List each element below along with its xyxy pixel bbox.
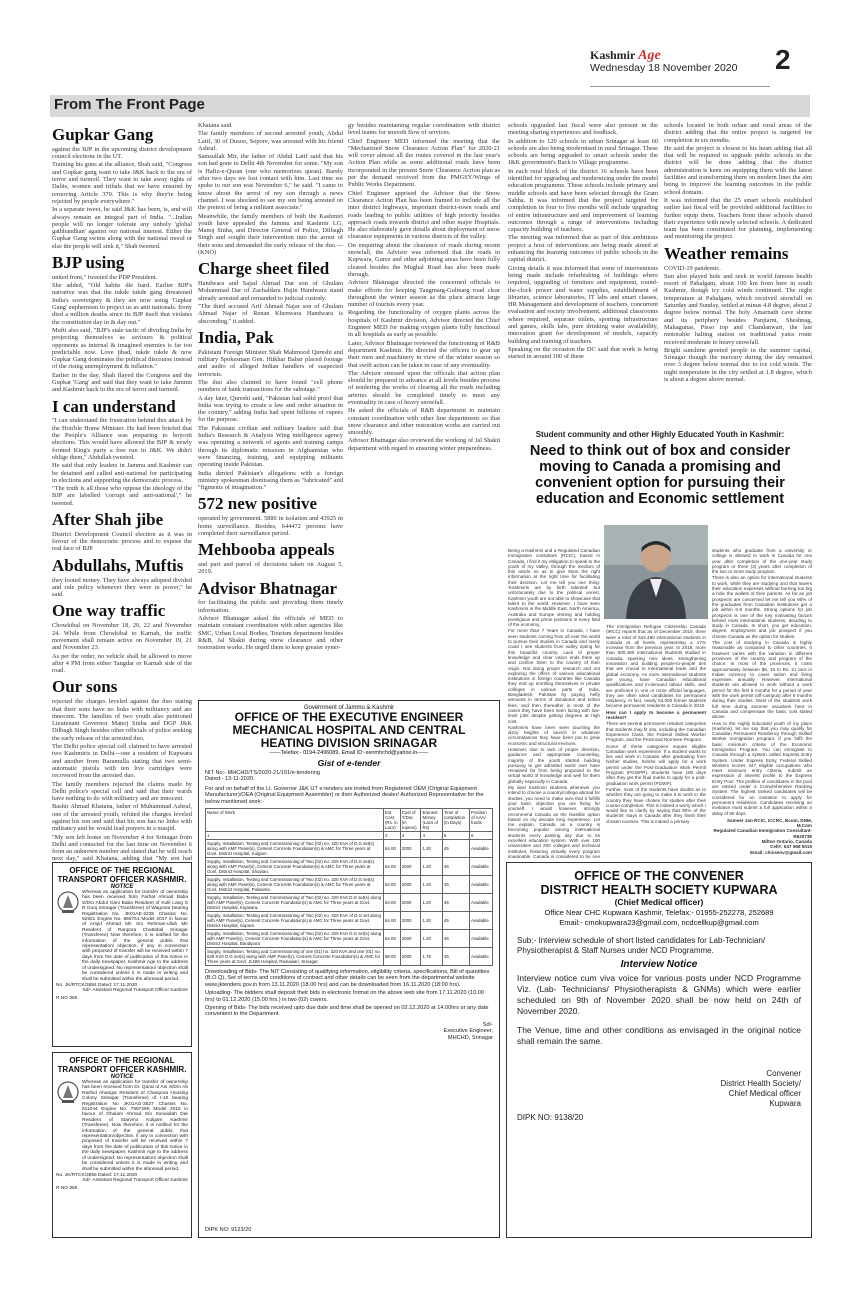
headline-mehbooba: Mehbooba appeals <box>198 540 335 560</box>
paragraph: The Advisor stressed upon the officials that action plan should be prepared in advance at all levels besides process of tendering the works of clearing all the roads including arteries should be completed timely to meet any eventuality in case of heavy snowfall. <box>348 369 500 406</box>
table-cell: Supply, Installation, Testing and Commissioning of Two (02) no. 320 KVA of D.G set(s) along with AMF Panel(s), Cement Concrete Foundation(s) & AMC for Three years at Govt. District Hospital, Kulgam. <box>206 840 384 858</box>
headline-bjp: BJP using <box>52 253 125 272</box>
convener-body: Interview notice cum viva voice for various posts under NCD Programme Viz. (Lab- Technicians/ Physiotherapists & GNMs) which were earlier scheduled on 9th of November 2020 shall be now held on 24th of November 2020. <box>517 973 801 1016</box>
convener-body-2: The Venue, time and other conditions as envisaged in the original notice shall remain the same. <box>517 1025 801 1046</box>
paragraph: against the BJP in the upcoming district development council elections in the UT. <box>52 145 192 161</box>
headline-572-positive: 572 new positive <box>198 494 317 514</box>
notice-sign: Sd/- Assistant Regional Transport Officer Kashmir <box>82 1178 188 1184</box>
section-title: From The Front Page <box>54 96 205 113</box>
masthead <box>590 44 810 88</box>
table-cell: 1.20 <box>421 930 442 948</box>
table-cell: 45 <box>442 948 469 966</box>
paragraph: There is also an option for international students to work, while they are studying and that lowers their education expenses without burning too big a hole the wallets of their parents. As far as job prospects are concerned let me tell you 90% of the graduates from Canadian institutions get a job within 6-8 months. Strong options for job prospects is one of the key motivating factors behind most international students, deciding to study in Canada. In short, you get education, degree, employment and job prospect if you choose Canada as the option for studies. <box>712 575 812 639</box>
paragraph: Earlier in the day, Shah flayed the Congress and the Gupkar 'Gang' and said that they want to take Jammu and Kashmir back to the era of terror and turmoil. <box>52 371 192 394</box>
newspaper-logo: Kashmir Age <box>590 48 661 63</box>
paragraph: Samsullah Mir, the father of Abdul Latif said that his son had gone to Delhi 4th November for some. "My son is Hafiz-e-Quran (one who memorizes quran). Barely after two days we lost contact with him. Last time we spoke to our son was November 6," he said. "I came to know about the arrest of my son through a news channel. I was shocked to see my son being arrested on the pretext of being a militant associate." <box>198 153 343 212</box>
notice-rno: R.NO 365 <box>56 1185 78 1191</box>
notice-subtitle: NOTICE <box>110 884 134 890</box>
paragraph: The meeting was informed that as part of this ambitious project a host of interventions are being made aimed at enhancing the learning outcomes of public schools in the capital district. <box>508 234 658 264</box>
paragraph: Mufti also said, "BJP's stale tactic of dividing India by projecting themselves as saviours & political opponents as internal & imagined enemies is far too predictable now. Love jihad, tukde tukde & now Gupkar Gang dominates the political discourse instead of the rising unemployment & inflation." <box>52 326 192 371</box>
notice-ref: No. JK/RTCK/3855 Dated: 17.11.2020 <box>56 1172 138 1178</box>
masthead-rule <box>590 86 770 87</box>
convener-signature <box>517 1069 801 1109</box>
paragraph: Chief Engineer apprised the Advisor that the Snow Clearance Action Plan has been framed to include all the inter district highways, important district-town roads and roads leading to public utilities of high priority besides approach roads towards district and other major Hospitals. He also elaborately gave details about deployment of snow clearance equipments in various districts of the valley. <box>348 189 500 241</box>
paragraph: My dear Kashmiri students whenever you intend to choose a country/college abroad for studies, you need to make sure that it fulfills your basic objective you are fixing for yourself. I would however, strongly recommend Canada as the feasible option based on my decade long experience. Let me explain, Canada as a country is becoming popular among international students every passing day due to its excellent education system. With over 100 universities and 200 colleges and technical institutes, featuring virtually every program imaginable. Canada is considered to be one <box>508 785 600 858</box>
headline-charge-sheet: Charge sheet filed <box>198 259 330 279</box>
convener-notice <box>506 862 812 1238</box>
paragraph: Handwara and Sajad Ahmad Dar son of Ghulam Mohammad Dar of Zachaldara Hajin Handwara stand already arrested and remanded to judicial custody. <box>198 280 343 302</box>
table-cell: 2000 <box>400 876 421 894</box>
paragraph: The family members of second arrested youth, Abdul Latif, 30 of Dusoo, Sopore, was arrested with his friend Ashraf. <box>198 130 343 152</box>
table-cell: 88.00 <box>383 948 400 966</box>
headline-traffic: One way traffic <box>52 601 166 621</box>
sign-line: Executive Engineer, <box>443 1028 493 1035</box>
table-header: Name of Work <box>206 809 384 832</box>
author-location: Milton Ontario, Canada <box>761 839 812 845</box>
paragraph: schools located in both urban and rural areas of the district adding that the entire project is targeted for completion in six months. <box>664 122 812 144</box>
table-cell: 45 <box>442 894 469 912</box>
tender-subtitle: Gist of e-tender <box>317 758 381 768</box>
paragraph: Meanwhile, the family members of both the Kashmiri youth have appealed the Jammu and Kashmir LG, Manoj Sinha, and Director General of Police, Dilbagh Singh and sought their intervention into the arrest of their sons and demanded the early release of the duo.— (KNO) <box>198 212 343 257</box>
paragraph: The cost of studying in Canada is highly reasonable as compared to other countries. It however varies with the variation in different provinces of the country and program of the choice. In most of the provinces, it costs approximately between $8, 15 to Rs. 21 lacs in Indian currency to cover tuition and living expenses annually. However, international students are allowed to work without a work permit for the first 6 months for a period of year with the work permit (off-campus) after 6 months during their studies. Most of the students work full time during summer vacations here in Canada and compensate the basic cost stated above. <box>712 640 812 720</box>
paragraph: In addition to 120 schools in urban Srinagar at least 60 schools are also being modernised in rural Srinagar. These schools are being upgraded to smart schools under the J&K government's Back to Village programme. <box>508 137 658 167</box>
subheading: How can I apply to become a permanent resident? <box>606 709 706 721</box>
notice-title: OFFICE OF THE REGIONAL <box>69 1056 175 1065</box>
column-1 <box>52 122 192 862</box>
emblem-icon <box>56 1080 80 1106</box>
table-cell: Available <box>470 876 493 894</box>
table-cell: 1.20 <box>421 876 442 894</box>
table-cell: 2000 <box>400 858 421 876</box>
paragraph: Speaking on the occasion the DC said that work is being started in around 100 of these <box>508 345 658 361</box>
table-cell: 1.20 <box>421 858 442 876</box>
table-cell: 2 <box>383 832 400 840</box>
paragraph: There are several permanent resident categories that students may fit into, including the Canadian Experience Class, the Federal Skilled Worker Program, and the Provincial Nominee Program. <box>606 721 706 743</box>
paragraph: A day later, Qureshi said, "Pakistan had solid proof that India was trying to create a law and order situation in the country," adding India had spent billions of rupees for the purpose. <box>198 394 343 424</box>
paragraph: Kashmiris have been seen touching the dizzy heights of launch in whatever circumstances they have been put to grow economic and structural environs. <box>508 724 600 746</box>
feature-col-2 <box>606 624 706 859</box>
paragraph: Khatana said. <box>198 122 233 129</box>
paragraph: It was informed that the 25 smart schools established earlier last fiscal will be provided additional facilities to further equip them. Teachers from these schools shared their experience with newly selected schools. A dedicated team has been constituted for planning, implementing and monitoring the project. <box>664 196 812 241</box>
paragraph: In a separate tweet, he said J&K has been, is, and will always remain an integral part of India. "...Indian people will no longer tolerate any unholy 'global gathbandhan' against our national interest. Either the Gupkar Gang swims along with the national mood or else the people will sink it," Shah tweeted. <box>52 206 192 250</box>
table-cell: Supply, Installation, Testing and Commissioning of Two (02) no. 320 KVA D.G set(s) along with AMF Panel(s), Cement Concrete Foundation(s) & AMC for Three years at Govt. District Hospital, Bandipora <box>206 930 384 948</box>
headline-our-sons: Our sons <box>52 677 118 697</box>
column-4 <box>508 122 658 422</box>
notice-subtitle: NOTICE <box>110 1074 134 1080</box>
tender-title-1: OFFICE OF THE EXECUTIVE ENGINEER <box>234 710 464 724</box>
paragraph: for facilitating the public and providing them timely information. <box>198 599 343 614</box>
paragraph: Some of these categories require eligible Canadian work experience. If a student wants to live and work in Canada after graduating from his/her studies, he/she will apply for a work permit under the Post-Graduation Work Permit Program (PGWPP). Students have 180 days after they get the final marks to apply for a post-graduation work permit (PGWP). <box>606 743 706 786</box>
sign-line: Sd/- <box>482 1021 493 1028</box>
feature-col-3 <box>712 548 812 858</box>
notice-body: Whereas an application for transfer of ownership has been received from Dr. Qurat ul Ain S/D/o Ab Rashid Ahangar Resident of Chanpora Housing Colony Srinagar (Transferee) of I-10 bearing Registration No JK01AG-2827 Chassis No. 811044 Engine No. 799728K Model 2018 in favour of Ghulam Ahmad S/o Sonaullah Dar Resident of Starvino Kulgam Kashmir (Transferee). Now therefore, it is notified for the information of the general public that representation/objection, if any in connection with proposed of transfer will be received within 7 days from the date of publication of this notice in the daily newspaper, Kashmir Age to the address of undersigned. No representation/ objection shall be considered unless it is made in writing and shall be submitted within the aforesaid period. <box>82 1080 188 1172</box>
tender-title-3: HEATING DIVISION SRINAGAR <box>260 736 438 750</box>
paragraph: India denied Pakistan's allegations with a foreign ministry spokesman dismissing them as "fabricated" and "figments of imagination." <box>198 469 343 492</box>
headline-advisor: Advisor Bhatnagar <box>198 578 338 598</box>
tender-opening-info: Opening of Bids- The bids received upto due date and time shall be opened on 02.12.2020 at 14.00hrs or any date convenient to the Department. <box>205 1005 489 1018</box>
section-banner <box>50 95 810 117</box>
author-email: Email: chissenv@gmail.com <box>750 849 812 855</box>
paragraph: and part and parcel of decisions taken on August 5, 2019. <box>198 561 343 576</box>
sign-line: Convener <box>766 1069 801 1078</box>
paragraph: schools upgraded last fiscal were also present in the meeting sharing experiences and feedback. <box>508 122 658 137</box>
table-cell: 64.00 <box>383 912 400 930</box>
paragraph: "My son left home on November 4 for Srinagar from Delhi and contacted for the last time on November 6 from an unknown number and stated that he will reach next day," said Khatana, adding that "My son had <box>52 833 192 862</box>
person-portrait-icon <box>604 525 708 619</box>
tender-nit: NIT No:- MHCHD/TS/2020-21/191/e-tendering <box>205 770 320 776</box>
paragraph: Advisor Bhatnagar also reviewed the working of Jal Shakti department with regard to ensuring winter preparedness. <box>348 437 500 452</box>
issue-date: Wednesday 18 November 2020 <box>590 62 738 74</box>
notice-ref: No. JK/RTCK/3884 Dated: 17.11.2020 <box>56 982 138 988</box>
paragraph: As per the order, no vehicle shall be allowed to move after 4 PM from either Tangdar or Karnah side of the road. <box>52 652 192 675</box>
headline-india-pak: India, Pak <box>198 327 274 347</box>
sign-line: MHCHD, Srinagar <box>447 1034 493 1041</box>
table-cell: Supply, Installation, Testing and Commissioning of Two (02) no. 320 KVA of D.G set(s) along with AMF Panel(s), Cement Concrete Foundation(s) & AMC for Three years at Govt. District Hospital, Shopian. <box>206 858 384 876</box>
convener-email: Email:- cmokupwara23@gmail.com, ncdcellkup@gmail.com <box>559 918 759 927</box>
table-cell: Supply, Installation, Testing and Commissioning of Two (02) no. 320 KVA D.G set(s) along with AMF Panel(s), Cement Concrete Foundation(s) & AMC for Three years at Govt. District Hospital, Kupwara. <box>206 894 384 912</box>
paragraph: "The third accused Arif Ahmad Najar son of Ghulam Ahmad Najar of Renan Khenwara Handwara is absconding," it added. <box>198 303 343 325</box>
column-2 <box>198 122 343 694</box>
headline-understand: I can understand <box>52 396 176 416</box>
table-row <box>206 894 493 912</box>
table-cell: Available <box>470 840 493 858</box>
table-cell: 64.00 <box>383 858 400 876</box>
headline-weather: Weather remains <box>664 243 789 263</box>
sign-line: Chief Medical officer <box>728 1089 801 1098</box>
paragraph: Chief Engineer MED informed the meeting that the "Mechanized Snow Clearance Action Plan" for 2020-21 will cover almost all the routes covered in the last year's Action Plan while as some additional roads have been incorporated in the present Snow Clearance Action plan as per the demand received from the PMGSY/Wings of Public Works Department. <box>348 137 500 189</box>
author-title: Regulated Canadian Immigration Consultant- R520739 <box>713 828 812 839</box>
table-cell: 2000 <box>400 894 421 912</box>
table-header: Earnest Money (Lacs of Rs) <box>421 809 442 832</box>
table-cell: 1.20 <box>421 912 442 930</box>
paragraph: Giving details it was informed that some of interventions being made include refurbishing of buildings where required, upgrading of furniture and equipment, round-the-clock power and water supplies, establishment of libraries, science laboratories, IT labs and smart classes, HR Management and development of teachers, concurrent evaluation and society involvement, additional classrooms where required, separate toilets, sporting infrastructure and games, skills labs, pure drinking water availability, innovation grant for development of models, capacity building and training of teachers. <box>508 264 658 345</box>
table-cell: 45 <box>442 840 469 858</box>
convener-subject: Sub:- Interview schedule of short listed candidates for Lab-Technician/ Physiotherapist & Staff Nurses under NCD Programme. <box>517 936 766 955</box>
notice-rno: R.NO 365 <box>56 995 78 1001</box>
paragraph: "The truth is all those who oppose the ideology of the BJP are labelled 'corrupt and anti-national'," he tweeted. <box>52 485 192 507</box>
paragraph: Bashir Ahmad Khatana, father of Muhammad Ashraf, one of the arrested youth, refuted the charges leveled against his son and said that his son has no links with militancy and he would lead prayers in a masjid. <box>52 803 192 833</box>
table-cell: 45 <box>442 912 469 930</box>
column-5 <box>664 122 812 422</box>
headline-shah-jibe: After Shah jibe <box>52 510 164 529</box>
table-header: Position of AAA/ funds <box>470 809 493 832</box>
table-header: Est. Cost (Rs. in Lacs) <box>383 809 400 832</box>
feature-headline: Need to think out of box and consider moving to Canada a promising and convenient option for pursuing their education and Economic settlement <box>529 443 791 507</box>
sign-line: District Health Society/ <box>720 1079 801 1088</box>
tender-date: Dated:- 13-11-2020. <box>205 776 255 783</box>
paragraph: Bright sunshine greeted people in the summer capital, Srinagar though the mercury during the day remained over 3 degree below normal due to ice cold winds. The night temperature in the city settled at 1.8 degree, which is about a degree above normal. <box>664 346 812 384</box>
paragraph: "I can understand the frustration behind this attack by the Hon'ble Home Minister. He had been briefed that the People's Alliance was preparing to boycott elections. This would have allowed the BJP & newly formed King's party a free run in J&K. We didn't oblige them," Abdullah tweeted. <box>52 417 192 461</box>
table-cell: 2000 <box>400 912 421 930</box>
table-cell: 1 <box>206 832 384 840</box>
tender-download-info: Downloading of Bids- The NIT Consisting of qualifying information, eligibility criteria, specifications, Bill of quantities (B.O.Q), Set of terms and conditions of contract and other details can be seen from the departmental website www.jktenders.gov.in from 13.11.2020 (18.00 hrs) and can be downloaded from 16.11.2020 (18:00 hrs). <box>205 969 490 988</box>
table-cell: 1.20 <box>421 894 442 912</box>
table-cell: 3 <box>400 832 421 840</box>
sign-line: Kupwara <box>769 1099 801 1108</box>
paragraph: District Development Council election as it was in favour of the democratic process and to expose the real face of BJP. <box>52 530 192 553</box>
convener-dipk-no: DIPK NO: 9138/20 <box>517 1113 584 1122</box>
author-signature <box>712 818 812 855</box>
paragraph: He asked the officials of R&B department to maintain constant coordination with other line departments so that snow clearance and other restoration works are carried out smoothly. <box>348 407 500 437</box>
author-photo <box>604 525 708 619</box>
paragraph: operated by government. 5880 in isolation and 43925 in home surveillance. Besides, 644472 persons have completed their surveillance period. <box>198 515 343 537</box>
tender-signature <box>205 1022 493 1041</box>
table-cell: 1.76 <box>421 948 442 966</box>
paragraph: The family members rejected the claims made by Delhi police's special cell and said that their wards have nothing to do with militancy and are innocent. <box>52 780 192 803</box>
table-row <box>206 930 493 948</box>
rto-notice-2 <box>52 1052 192 1238</box>
interview-notice-heading: Interview Notice <box>620 959 698 970</box>
table-cell: Available <box>470 858 493 876</box>
feature-col-1 <box>508 548 600 858</box>
paragraph: Sun also played hide and seek in world famous health resort of Pahalgam, about 100 km from here in south Kashmir, though icy cold winds continued. The night temperature at Pahalgam, which received snowfall on Saturday and Sunday, settled at minus 4.8 degree, about 2 degree below normal. The holy Amarnath cave shrine and its periphery besides Panjtarni, Sheshnag, Mahagunas, Pisso top and Chandanwari, the last motorable halting station on traditional yatra route received moderate to heavy snowfall. <box>664 272 812 346</box>
headline-abdullahs: Abdullahs, Muftis <box>52 555 184 575</box>
tender-notice <box>198 700 500 1238</box>
paragraph: students who graduate from a university or college is allowed to work in Canada for one year after completion of the one-year study program or three (3) years after completion of the two or more study program. <box>712 548 812 575</box>
table-row <box>206 840 493 858</box>
tender-upload-info: Uploading- The bidders shall deposit their bids in electronic format on the above web site from 17.11.2020 (10.00 hrs) to 01.12.2020 (15.00 hrs.) in two (02) covers. <box>205 990 485 1003</box>
paragraph: rejected the charges leveled against the duo stating that their sons have no links with militancy and are innocent. The families of two youth also petitioned Lieutenant Governor Manoj Sinha and DGP J&K Dilbagh Singh besides other officials of police seeking the early release of the arrested duo. <box>52 698 192 742</box>
table-cell: 2000 <box>400 840 421 858</box>
paragraph: Advisor Bhatnagar directed the concerned officials to make efforts for keeping Tangmarg-Gulmarg road clear throughout the winter season as the place attracts large number of tourists every year. <box>348 279 500 309</box>
paragraph: united front," tweeted the PDP President. <box>52 273 158 281</box>
paragraph: However, due to lack of proper direction, guidance and appropriate counseling, majority of the youth started building pursuing to get admitted world over have remained far from being proposed to the virtual world of knowledge and well for them globally especially in Canada. <box>508 746 600 784</box>
table-cell: 45 <box>442 858 469 876</box>
table-cell: 64.00 <box>383 840 400 858</box>
table-row <box>206 876 493 894</box>
table-header: Cost of T/Doc (in rupees) <box>400 809 421 832</box>
paragraph: The duo also claimed to have found "cell phone numbers of bank transactions for the sabotage." <box>198 379 343 394</box>
column-3 <box>348 122 500 694</box>
convener-subtitle: (Chief Medical officer) <box>614 897 704 907</box>
feature-header <box>508 430 812 522</box>
table-cell: Supply, Installation, Testing and Commissioning of Two (02) no. 320 KVA of D.G set(s) along with AMF Panel(s), Cement Concrete Foundation(s) & AMC for Three years at Govt. District Hospital, Pulwama. <box>206 876 384 894</box>
convener-address: Office Near CHC Kupwara Kashmir, Telefax:- 01955-252278, 252689 <box>544 908 774 917</box>
table-row <box>206 858 493 876</box>
tender-table <box>205 808 493 966</box>
paragraph: gy besides maintaining regular coordination with district level teams for smooth flow of services. <box>348 122 500 137</box>
paragraph: The Pakistani civilian and military leaders said that India's Research & Analysis Wing intelligence agency was operating a network of agents and training camps through its diplomatic missions in Afghanistan who were financing, training, and equipping militants operating inside Pakistan. <box>198 424 343 469</box>
notice-sign: Sd/- Assistant Regional Transport Officer Kashmir <box>82 988 188 994</box>
paragraph: Pakistani Foreign Minister Shah Mahmood Qureshi and military Spokesman Gen. Iftikhar Babar placed footage and audio of alleged Indian handlers of suspected terrorists. <box>198 348 343 378</box>
tender-contact: ——Telefax:- 0194-2496089, Email ID:-xenmhchd@yahoo.in—— <box>269 750 429 756</box>
paragraph: How to the Highly Educated youth of my place (Kashmir), let me say that you may qualify for Canadian Permanent Residency through Skilled Worker Immigration program, if you fulfil the basic minimum criteria of the Economic Immigration Program. You can immigrate to Canada through a system called Express Entry System. Under Express Entry, Federal Skilled Workers scores 347 eligible occupations who meet minimum entry criteria, submit an expression of interest profile to the Express Entry Pool. The profiles of candidates in the pool are ranked under a Comprehensive Ranking System. The highest ranked candidates will be considered for an invitation to apply for permanent residence. Candidates receiving an invitation must submit a full application within a delay of 90 days. <box>712 720 812 816</box>
table-cell: 64.00 <box>383 930 400 948</box>
paragraph: COVID-19 pandemic. <box>664 264 721 272</box>
paragraph: The Immigration Refugee Citizenship Canada (IRCC) reports that as of December 2019, there were a total of 642,480 international students in Canada at all levels, representing a 17% increase from the previous year. In 2018, more than 500,480 international students studied in Canada, sparking new ideas, strengthening innovation and building people-to-people ties that are crucial to international trade and the global economy. As more international students are young, have Canadian educational qualifications and in-demand labour skills, and are proficient in one or more official languages, they are often ideal candidates for permanent residency. In fact, nearly 54,000 former students became permanent residents in Canada in 2018. <box>606 624 706 709</box>
table-cell: Available <box>470 948 493 966</box>
table-cell: 2000 <box>400 948 421 966</box>
tender-title-2: MECHANICAL HOSPITAL AND CENTRAL <box>232 723 466 737</box>
paragraph: Later, Advisor Bhatnagar reviewed the functioning of R&B department Kashmir. He directed the officers to gear up their men and machinery in view of the winter season so that swift action can be taken in case of any eventuality. <box>348 339 500 369</box>
author-phone: Cell#: 647 968 5015 <box>770 844 812 850</box>
paragraph: they looted money. They have always adopted divided and rule policy whenever they were in power," he said. <box>52 576 192 599</box>
page-number: 2 <box>775 44 791 75</box>
paragraph: The Delhi police special cell claimed to have arrested two Kashmiris in Delhi—one a resident of Kupwara and another from Baramulla stating that two semi-automatic pistols with ten live cartridges were recovered from the arrested duo. <box>52 743 192 780</box>
tender-intro: For and on behalf of the Lt. Governor J&K UT e-tenders are invited from Registered OEM (Original Equipment Manufacturer)/OEA (Original Equipment Assembler) or their Authorized dealer/ Authorized Representative for the below mentioned work:- <box>205 785 484 805</box>
emblem-icon <box>56 890 80 916</box>
table-cell: 45 <box>442 930 469 948</box>
table-row <box>206 948 493 966</box>
paragraph: Training his guns at the alliance, Shah said, "Congress and Gupkar gang want to take J&K back to the era of terror and turmoil. They want to take away rights of Dalits, women and tribals that we have ensured by removing Article 370. This is why they're being rejected by people everywhere." <box>52 161 192 205</box>
notice-body: Whereas an application for transfer of ownership has been received from Farhat Ahmad Baba S/D/o Abdul Gani Baba Resident of Kulil Lang S R Gunj Srinagar (Transferee) of Wagonar bearing Registration No. JK01AE-2235 Chassis No. 52921 Engine No. 965751 Model 2017 in favour of Amjid Ahmad Mir S/o Rehman-ullah Mir Resident of Ranpora Chattabal Srinagar (Transferee) Now therefore, it is notified for the information of the general public that representation/ objection, if any in connection with proposed of transfer will be received within 7 days from the date of publication of this notice in the daily newspaper, Kashmir Age to the address of undersigned. No representation/ objection shall be considered unless it is made in writing and shall be submitted within the aforesaid period. <box>82 890 188 982</box>
table-cell: 64.00 <box>383 876 400 894</box>
paragraph: Being a Kashmiri and a Regulated Canadian Immigration consultant (RCIC), based in Canada, I find it my obligation to speak to the youth of my Valley, through the medium of this article so as to give them the right information at the right time for facilitating their decision. Let me tell you one thing: 'Kashmiris are by birth talented' but unfortunately due to the political unrest, Kashmiri youth are not able to showcase that talent to the world. However, I have seen Kashmiris in the Middle East, North America, Australia and Europe shining and holding prestigious and prime positions in every field of the economy. <box>508 548 600 628</box>
paragraph: On enquiring about the clearance of roads during recent snowfall, the Advisor was informed that the roads in Kupwara, Gurez and other adjoining areas have been fully cleared besides the Mughal Road has also been made through. <box>348 241 500 278</box>
feature-kicker: Student community and other Highly Educated Youth in Kashmir: <box>535 430 785 439</box>
notice-title: TRANSPORT OFFICER KASHMIR. <box>57 875 187 884</box>
paragraph: Regarding the functionality of oxygen plants across the hospitals of Kashmir division, Advisor directed the Chief Engineer MED for making oxygen plants fully functional in all hospitals as early as possible. <box>348 309 500 339</box>
table-cell: Available <box>470 894 493 912</box>
table-header: Time of completion (in Days) <box>442 809 469 832</box>
convener-title-1: OFFICE OF THE CONVENER <box>574 869 744 883</box>
table-cell: 6 <box>470 832 493 840</box>
table-cell: Available <box>470 930 493 948</box>
table-cell: 2000 <box>400 930 421 948</box>
tender-gov: Government of Jammu & Kashmir <box>303 705 395 711</box>
table-cell: 45 <box>442 876 469 894</box>
table-cell: Supply, Installation, Testing and Commissioning of Two (02) no. 320 KVA of D.G set along with AMF Panel(s), Cement Concrete Foundation(s) & AMC for Three years at Govt. District Hospital, Sopore. <box>206 912 384 930</box>
paragraph: In each rural block of the district 16 schools have been identified for upgrading and modernizing under the model education programme. These schools include primary and middle schools and have been selected through the Gram Sabha. It was informed that the project targeted for completion in four to five months will include upgrading of entire infrastructure and and improvement of learning outcomes through a range of interventions including capacity building of teachers. <box>508 167 658 234</box>
table-cell: 4 <box>421 832 442 840</box>
table-cell: Supply, Installation, Testing and Commissioning of one (01) no. 320 KVA and one (01) no. 625 KVA D.G set(s) along with AMF Panel(s), Cement Concrete Foundation(s) & AMC for Three years at Govt. JLNM Hospital, Rainawari, Srinagar. <box>206 948 384 966</box>
table-row <box>206 912 493 930</box>
table-cell: Available <box>470 912 493 930</box>
paragraph: Advisor Bhatnagar asked the officials of MED to maintain constant coordination with other agencies like SMC, Urban Local Bodies, Tourism department besides R&B, Jal Shakti during snow clearance and other restoration works. He urged them to keep greater syner- <box>198 615 343 652</box>
table-cell: 1.20 <box>421 840 442 858</box>
tender-dipr-no: DIPK NO: 9123/20 <box>205 1226 252 1233</box>
paragraph: She added, "Old habits die hard. Earlier BJP's narrative was that the tukde tukde gang threatened India's sovereignty & they are now using 'Gupkar Gang' euphemism to project us as anti nationals. Irony died a million deaths since its BJP itself that violates the constitution day in & day out." <box>52 282 192 326</box>
paragraph: Chowkibal on November 18, 20, 22 and November 24. While from Chowkibal to Karnah, the traffic movement shall remain active on November 19, 21 and November 23. <box>52 622 192 652</box>
convener-title-2: DISTRICT HEALTH SOCIETY KUPWARA <box>540 883 778 897</box>
notice-title: OFFICE OF THE REGIONAL <box>69 866 175 875</box>
author-name: Sameer Jan RCIC, ICCRC, Bcom, DNM, M.Com <box>726 817 812 829</box>
table-cell: 64.00 <box>383 894 400 912</box>
paragraph: He said the project is closest to his heart adding that all that will be required to upgrade public schools in the district will be done adding that the district administration is keen on equipping them with the latest facilities and transforming them on modern lines the aim being to improve the learning outcomes in the public school domain. <box>664 144 812 196</box>
paragraph: He said that only leaders in Jammu and Kashmir can be detained and called anti-national for participating in elections and supporting the democratic process. <box>52 462 192 484</box>
table-cell: 5 <box>442 832 469 840</box>
paragraph: For more than 7 Years in Canada, I have seen students coming from all over the world to pursue their studies in Canada and rarely could I see students from valley opting for this beautiful country. Lack of proper knowledge and clear vision ends them up and confine them to the country of their origin. Not doing proper research and not exploring the offers of various educational institutions in foreign countries like Canada they end up enrolling themselves in private colleges in various parts of India, Bangladesh, Pakistan by paying hefty amounts in terms of donations and tuition fees, and then thereafter in most of the cases they have been seen facing with low-level jobs despite getting degrees at high cost. <box>508 628 600 724</box>
headline-gupkar: Gupkar Gang <box>52 125 154 144</box>
rto-notice-1 <box>52 862 192 1047</box>
paragraph: Further, most of the students have doubts as to whether they are going to make it to work in the country they have chosen for studies after their course completion. This is indeed a worry which I would like to clarify by saying that 90% of the students' stays in Canada after they finish their chosen courses. This is indeed a primary <box>606 786 706 824</box>
notice-title: TRANSPORT OFFICER KASHMIR. <box>57 1065 187 1074</box>
